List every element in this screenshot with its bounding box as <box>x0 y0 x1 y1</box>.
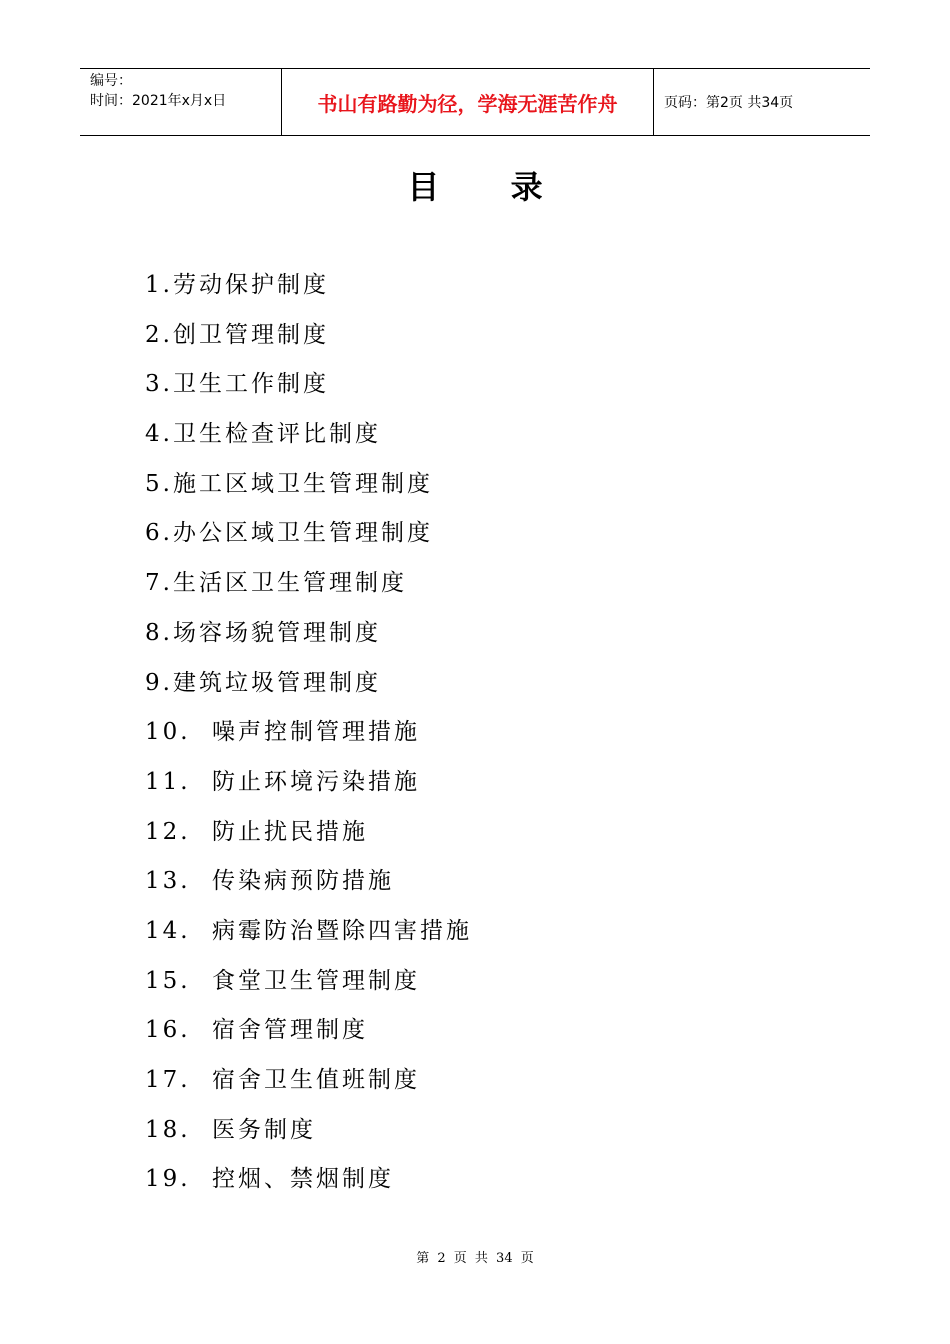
toc-item[interactable] <box>145 412 472 462</box>
toc-item-number: 3. <box>145 371 173 398</box>
toc-item-label: 劳动保护制度 <box>172 272 329 298</box>
toc-item-number: 10. <box>145 719 191 746</box>
toc-item-label: 控烟、禁烟制度 <box>212 1166 394 1193</box>
header-motto: 书山有路勤为径，学海无涯苦作舟 <box>282 69 654 135</box>
toc-item-number: 17. <box>145 1067 191 1093</box>
toc-item-number: 5. <box>145 470 173 497</box>
toc-item[interactable] <box>145 511 472 561</box>
toc-item-number: 12. <box>145 818 191 845</box>
date-label: 时间：2021年x月x日 <box>90 93 227 109</box>
toc-item-label: 施工区域卫生管理制度 <box>172 470 433 497</box>
toc-item-number: 13. <box>145 868 191 895</box>
toc-item-number: 14. <box>145 917 191 944</box>
header-meta <box>80 69 282 135</box>
document-title: 目 录 <box>407 168 573 206</box>
toc-item-label: 宿舍管理制度 <box>212 1017 368 1044</box>
toc-item-label: 宿舍卫生值班制度 <box>212 1067 420 1093</box>
toc-item-label: 生活区卫生管理制度 <box>172 570 407 597</box>
toc-item[interactable] <box>145 1157 472 1207</box>
toc-item-number: 1. <box>145 272 173 298</box>
toc-item-label: 传染病预防措施 <box>212 868 394 895</box>
toc-item-label: 卫生工作制度 <box>172 371 329 398</box>
toc-item[interactable] <box>145 263 472 313</box>
toc-item-number: 18. <box>145 1116 191 1143</box>
toc-item-number: 6. <box>145 520 173 547</box>
toc-item-number: 19. <box>145 1166 191 1193</box>
toc-item-label: 防止扰民措施 <box>212 818 368 845</box>
toc-item[interactable] <box>145 959 472 1009</box>
toc-item-number: 4. <box>145 421 173 448</box>
toc-item-label: 创卫管理制度 <box>172 321 329 348</box>
toc-item[interactable] <box>145 1108 472 1158</box>
toc-item[interactable] <box>145 859 472 909</box>
toc-item[interactable] <box>145 362 472 412</box>
toc-item[interactable] <box>145 760 472 810</box>
toc-item[interactable] <box>145 661 472 711</box>
toc-item-label: 防止环境污染措施 <box>212 768 420 795</box>
toc-item-label: 噪声控制管理措施 <box>212 719 420 746</box>
table-of-contents <box>145 263 472 1207</box>
toc-item-label: 办公区域卫生管理制度 <box>172 520 433 547</box>
toc-item-label: 病霉防治暨除四害措施 <box>212 917 472 944</box>
toc-item-number: 11. <box>145 768 191 795</box>
toc-item-label: 场容场貌管理制度 <box>172 619 381 646</box>
toc-item[interactable] <box>145 313 472 363</box>
toc-item-number: 9. <box>145 669 173 696</box>
toc-item[interactable] <box>145 909 472 959</box>
toc-item-number: 8. <box>145 619 173 646</box>
header-page-info: 页码：第2页 共34页 <box>664 95 794 111</box>
toc-item-number: 7. <box>145 570 173 597</box>
toc-item[interactable] <box>145 1008 472 1058</box>
toc-item-label: 建筑垃圾管理制度 <box>172 669 381 696</box>
toc-item-number: 15. <box>145 967 191 994</box>
toc-item[interactable] <box>145 561 472 611</box>
toc-item[interactable] <box>145 810 472 860</box>
toc-item-number: 16. <box>145 1017 191 1044</box>
page-footer: 第 2 页 共 34 页 <box>416 1251 534 1266</box>
toc-item[interactable] <box>145 710 472 760</box>
toc-item[interactable] <box>145 1058 472 1108</box>
page-header <box>80 68 870 136</box>
serial-number-label: 编号： <box>90 73 132 89</box>
toc-item-label: 医务制度 <box>212 1116 316 1143</box>
toc-item-label: 食堂卫生管理制度 <box>212 967 420 994</box>
toc-item-number: 2. <box>145 321 173 348</box>
toc-item-label: 卫生检查评比制度 <box>172 421 381 448</box>
toc-item[interactable] <box>145 611 472 661</box>
toc-item[interactable] <box>145 462 472 512</box>
